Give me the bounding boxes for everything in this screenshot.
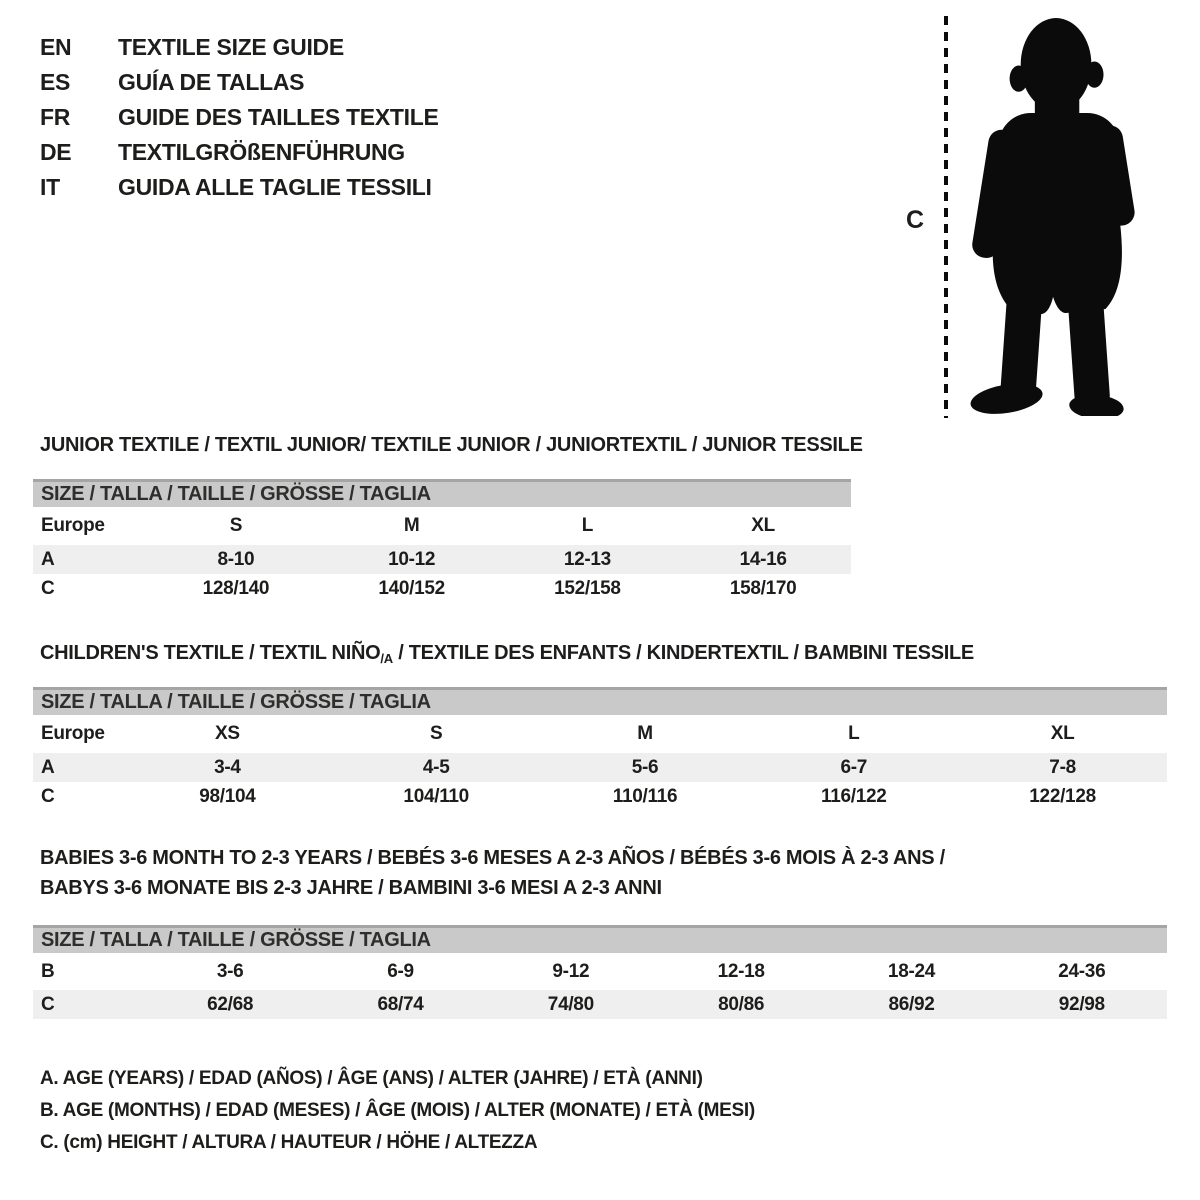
height-measure-label: C [906,206,924,234]
language-code: ES [40,69,71,95]
children-title-prefix: CHILDREN'S TEXTILE / TEXTIL NIÑO [40,642,381,664]
table-cell: 104/110 [403,785,469,807]
table-cell: 98/104 [199,785,256,807]
children-section-title [40,642,974,666]
language-code: IT [40,174,60,200]
language-label: GUIDE DES TAILLES TEXTILE [118,104,439,130]
table-cell: 10-12 [388,548,436,570]
table-row [33,507,851,545]
table-cell: 80/86 [718,993,765,1015]
legend-line-c: C. (cm) HEIGHT / ALTURA / HAUTEUR / HÖHE / ALTEZZA [40,1132,538,1153]
table-cell: 74/80 [547,993,594,1015]
table-cell: 3-6 [216,960,244,982]
table-cell: C [41,785,55,807]
table-cell: L [581,515,594,536]
table-cell: A [41,548,55,570]
language-label: GUÍA DE TALLAS [118,69,305,95]
table-row [33,574,851,603]
language-code: FR [40,104,71,130]
language-code: DE [40,139,72,165]
table-cell: 128/140 [202,577,270,599]
language-code: EN [40,34,72,60]
table-cell: 24-36 [1058,960,1106,982]
language-row-it [40,170,439,205]
toddler-silhouette-image [962,12,1140,416]
junior-size-table [33,479,851,603]
table-cell: L [848,723,860,744]
language-row-fr [40,100,439,135]
table-cell: M [637,723,653,744]
children-title-sub: /A [380,651,393,666]
table-cell: S [430,723,443,744]
table-cell: 12-18 [717,960,765,982]
table-cell: 3-4 [214,756,241,778]
babies-size-table [33,925,1167,1019]
language-label: TEXTILGRÖßENFÜHRUNG [118,139,405,165]
table-cell: 68/74 [377,993,424,1015]
children-title-suffix: / TEXTILE DES ENFANTS / KINDERTEXTIL / BAMBINI TESSILE [392,642,974,664]
babies-size-header: SIZE / TALLA / TAILLE / GRÖSSE / TAGLIA [33,925,1167,953]
table-cell: 18-24 [887,960,936,982]
table-row [33,953,1167,990]
legend-line-a: A. AGE (YEARS) / EDAD (AÑOS) / ÂGE (ANS) / ALTER (JAHRE) / ETÀ (ANNI) [40,1068,703,1089]
table-cell: B [41,960,55,982]
table-cell: Europe [41,723,105,744]
table-cell: M [403,515,420,536]
language-row-en [40,30,439,65]
table-cell: 12-13 [563,548,611,570]
table-row [33,715,1167,753]
table-cell: 122/128 [1029,785,1096,807]
language-row-es [40,65,439,100]
table-row [33,990,1167,1019]
babies-section-title-line1: BABIES 3-6 MONTH TO 2-3 YEARS / BEBÉS 3-6 MESES A 2-3 AÑOS / BÉBÉS 3-6 MOIS À 2-3 ANS / [40,847,945,869]
language-row-de [40,135,439,170]
table-row [33,545,851,574]
babies-section-title-line2: BABYS 3-6 MONATE BIS 2-3 JAHRE / BAMBINI 3-6 MESI A 2-3 ANNI [40,877,662,899]
table-cell: 62/68 [207,993,254,1015]
table-cell: 7-8 [1049,756,1076,778]
table-cell: 6-9 [387,960,414,982]
table-cell: 4-5 [422,756,450,778]
table-cell: 92/98 [1058,993,1105,1015]
table-cell: 6-7 [840,756,868,778]
table-cell: S [229,515,243,536]
table-cell: 8-10 [217,548,255,570]
table-row [33,782,1167,811]
table-cell: 86/92 [888,993,935,1015]
table-cell: A [41,756,55,778]
table-cell: 116/122 [821,785,887,807]
junior-size-header: SIZE / TALLA / TAILLE / GRÖSSE / TAGLIA [33,479,851,507]
language-title-block [40,30,439,205]
table-cell: 110/116 [612,785,678,807]
language-label: TEXTILE SIZE GUIDE [118,34,344,60]
table-cell: XL [751,515,775,536]
junior-section-title: JUNIOR TEXTILE / TEXTIL JUNIOR/ TEXTILE JUNIOR / JUNIORTEXTIL / JUNIOR TESSILE [40,434,863,456]
table-cell: Europe [41,515,105,536]
language-label: GUIDA ALLE TAGLIE TESSILI [118,174,432,200]
table-cell: XL [1050,723,1075,744]
legend-line-b: B. AGE (MONTHS) / EDAD (MESES) / ÂGE (MOIS) / ALTER (MONATE) / ETÀ (MESI) [40,1100,755,1121]
table-cell: 5-6 [631,756,659,778]
children-size-header: SIZE / TALLA / TAILLE / GRÖSSE / TAGLIA [33,687,1167,715]
table-cell: 152/158 [554,577,621,599]
table-cell: 9-12 [552,960,590,982]
table-cell: 140/152 [378,577,445,599]
table-cell: C [41,577,55,599]
table-row [33,753,1167,782]
table-cell: 14-16 [739,548,787,570]
table-cell: 158/170 [729,577,797,599]
table-cell: C [41,993,55,1015]
children-size-table [33,687,1167,811]
height-dashed-line [944,16,948,418]
table-cell: XS [215,723,240,744]
